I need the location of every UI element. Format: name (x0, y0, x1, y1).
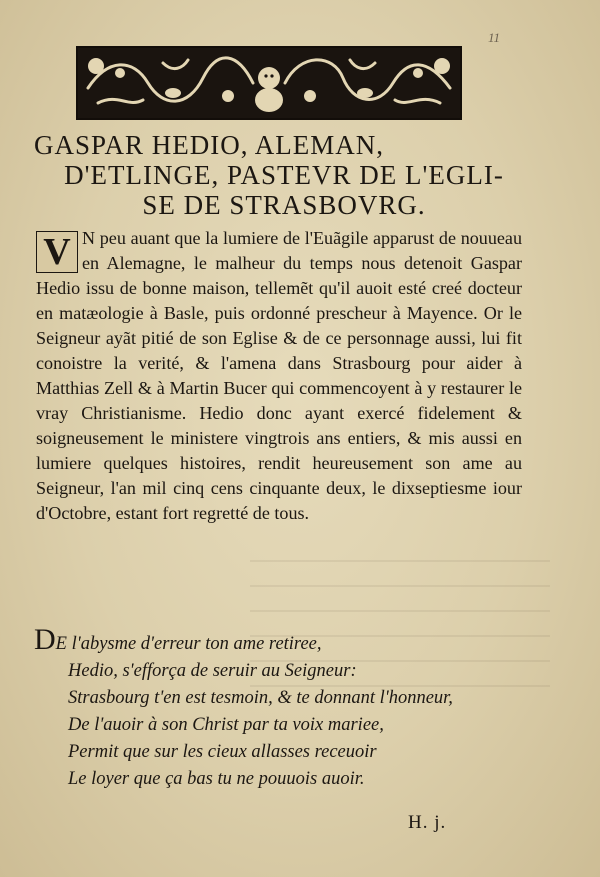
poem-line: De l'auoir à son Christ par ta voix mariee, (68, 715, 384, 735)
biography-paragraph (36, 226, 522, 526)
poem-initial: D (34, 623, 56, 656)
poem-line: Strasbourg t'en est tesmoin, & te donnant l'honneur, (68, 688, 453, 708)
signature-mark: H. j. (408, 812, 447, 833)
folio-mark: 11 (488, 30, 501, 45)
decorated-initial: V (36, 231, 78, 273)
biography-text: N peu auant que la lumiere de l'Euãgile apparust de nouueau en Alemagne, le malheur du temps nous detenoit Gaspar Hedio issu de bonne maison, tellemẽt qu'il auoit esté creé docteur en matæologie à Basle, puis ordonné prescheur à Mayence. Or le Seigneur ayãt pitié de son Eglise & de ce personnage aussi, lui fit conoistre la verité, & l'amena dans Strasbourg pour aider à Matthias Zell & à Martin Bucer qui commencoyent à y restaurer le vray Christianisme. Hedio donc ayant exercé fidelement & soigneusement le ministere vingtrois ans entiers, & mis aussi en lumiere quelques histoires, rendit heureusement son ame au Seigneur, l'an mil cinq cens cinquante deux, le dixseptiesme iour d'Octobre, estant fort regretté de tous. (36, 228, 522, 523)
ornamental-headpiece (76, 46, 462, 120)
poem-line (34, 623, 534, 658)
title-line-1: GASPAR HEDIO, ALEMAN, (34, 130, 385, 160)
poem-line: Hedio, s'efforça de seruir au Seigneur: (68, 661, 357, 681)
poem-line: Le loyer que ça bas tu ne pouuois auoir. (68, 769, 365, 789)
epitaph-poem (34, 623, 534, 793)
title-line-2: D'ETLINGE, PASTEVR DE L'EGLI- (64, 160, 504, 190)
poem-first-line-text: E l'abysme d'erreur ton ame retiree, (55, 634, 322, 654)
title-line-3: SE DE STRASBOVRG. (142, 190, 426, 220)
page-title (34, 130, 534, 220)
poem-line: Permit que sur les cieux allasses receuoir (68, 742, 377, 762)
